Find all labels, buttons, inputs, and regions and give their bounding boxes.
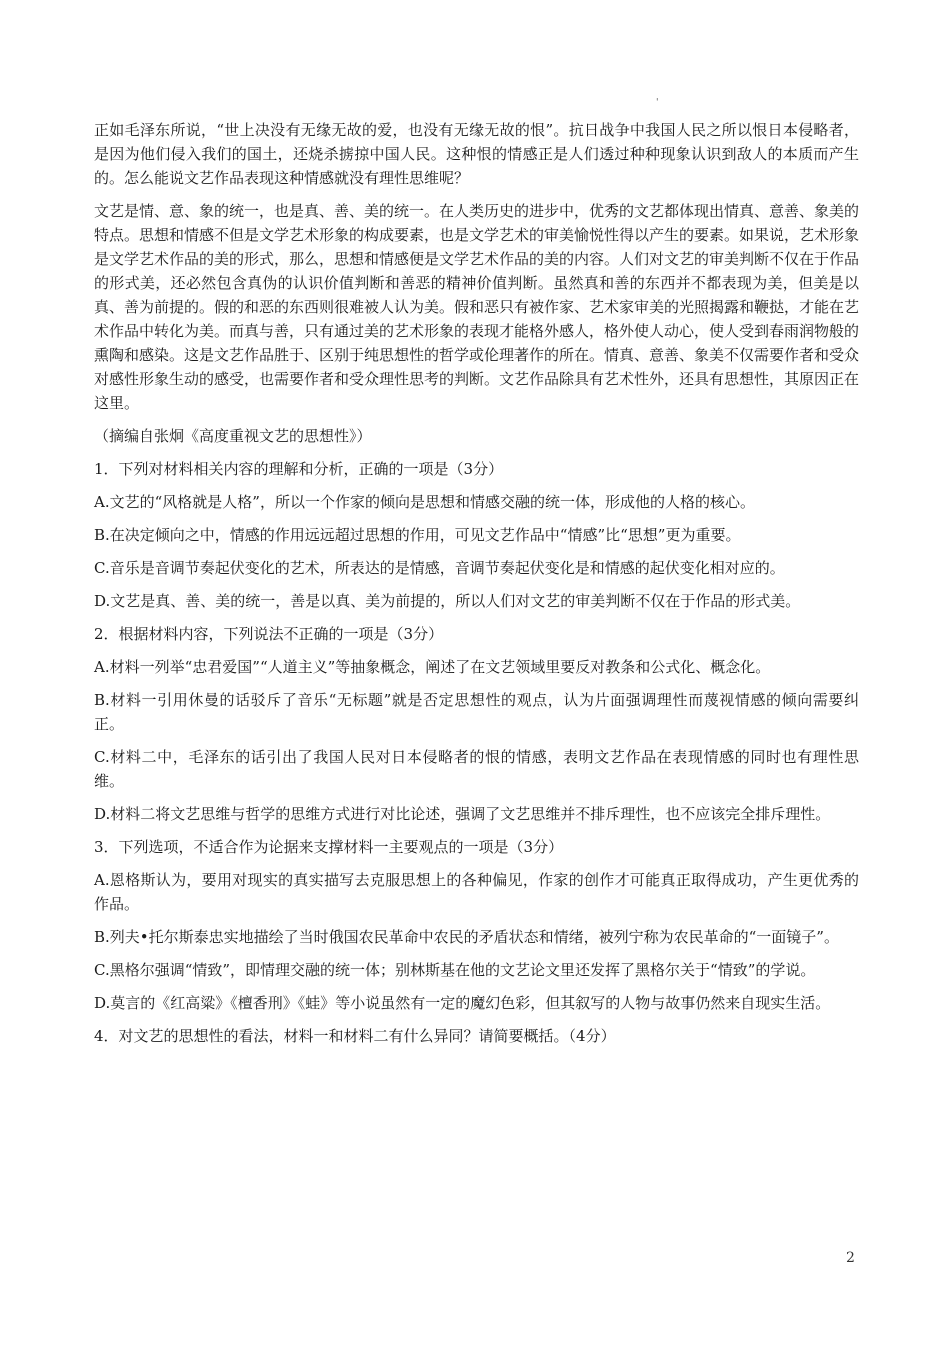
question-1-option-c: C.音乐是音调节奏起伏变化的艺术，所表达的是情感，音调节奏起伏变化是和情感的起伏变化相对应的。	[94, 559, 785, 577]
question-2-option-b: B.材料一引用休曼的话驳斥了音乐“无标题”就是否定思想性的观点，认为片面强调理性而蔑视情感的倾向需要纠正。	[94, 691, 859, 733]
question-3-option-a: A.恩格斯认为，要用对现实的真实描写去克服思想上的各种偏见，作家的创作才可能真正取得成功，产生更优秀的作品。	[94, 871, 859, 913]
question-stem-1: 1．下列对材料相关内容的理解和分析，正确的一项是（3分）	[94, 460, 504, 478]
question-2-option-c: C.材料二中，毛泽东的话引出了我国人民对日本侵略者的恨的情感，表明文艺作品在表现情感的同时也有理性思维。	[94, 748, 859, 790]
scan-mark: '	[656, 98, 659, 108]
question-3-option-d: D.莫言的《红高粱》《檀香刑》《蛙》等小说虽然有一定的魔幻色彩，但其叙写的人物与故事仍然来自现实生活。	[94, 994, 831, 1012]
source-citation: （摘编自张炯《高度重视文艺的思想性》）	[94, 427, 372, 445]
question-1-option-b: B.在决定倾向之中，情感的作用远远超过思想的作用，可见文艺作品中“情感”比“思想”更为重要。	[94, 526, 741, 544]
question-2-option-a: A.材料一列举“忠君爱国”“人道主义”等抽象概念，阐述了在文艺领域里要反对教条和公式化、概念化。	[94, 658, 771, 676]
question-2-option-d: D.材料二将文艺思维与哲学的思维方式进行对比论述，强调了文艺思维并不排斥理性，也不应该完全排斥理性。	[94, 805, 831, 823]
page-number: 2	[846, 1250, 855, 1266]
paragraph: 文艺是情、意、象的统一，也是真、善、美的统一。在人类历史的进步中，优秀的文艺都体现出情真、意善、象美的特点。思想和情感不但是文学艺术形象的构成要素，也是文学艺术的审美愉悦性得以产生的要素。如果说，艺术形象是文学艺术作品的美的形式，那么，思想和情感便是文学艺术作品的美的内容。人们对文艺的审美判断不仅在于作品的形式美，还必然包含真伪的认识价值判断和善恶的精神价值判断。虽然真和善的东西并不都表现为美，但美是以真、善为前提的。假的和恶的东西则很难被人认为美。假和恶只有被作家、艺术家审美的光照揭露和鞭挞，才能在艺术作品中转化为美。而真与善，只有通过美的艺术形象的表现才能格外感人，格外使人动心，使人受到春雨润物般的熏陶和感染。这是文艺作品胜于、区别于纯思想性的哲学或伦理著作的所在。情真、意善、象美不仅需要作者和受众对感性形象生动的感受，也需要作者和受众理性思考的判断。文艺作品除具有艺术性外，还具有思想性，其原因正在这里。	[94, 202, 860, 412]
question-1-option-d: D.文艺是真、善、美的统一，善是以真、美为前提的，所以人们对文艺的审美判断不仅在于作品的形式美。	[94, 592, 801, 610]
paragraph: 正如毛泽东所说，“世上决没有无缘无故的爱，也没有无缘无故的恨”。抗日战争中我国人民之所以恨日本侵略者，是因为他们侵入我们的国土，还烧杀掳掠中国人民。这种恨的情感正是人们透过种种现象认识到敌人的本质而产生的。怎么能说文艺作品表现这种情感就没有理性思维呢？	[94, 121, 859, 187]
question-stem-4: 4．对文艺的思想性的看法，材料一和材料二有什么异同？请简要概括。（4分）	[94, 1027, 616, 1045]
question-stem-2: 2．根据材料内容，下列说法不正确的一项是（3分）	[94, 625, 444, 643]
question-stem-3: 3．下列选项，不适合作为论据来支撑材料一主要观点的一项是（3分）	[94, 838, 564, 856]
question-3-option-c: C.黑格尔强调“情致”，即情理交融的统一体；别林斯基在他的文艺论文里还发挥了黑格尔关于“情致”的学说。	[94, 961, 816, 979]
question-1-option-a: A.文艺的“风格就是人格”，所以一个作家的倾向是思想和情感交融的统一体，形成他的人格的核心。	[94, 493, 755, 511]
question-3-option-b: B.列夫•托尔斯泰忠实地描绘了当时俄国农民革命中农民的矛盾状态和情绪，被列宁称为农民革命的“一面镜子”。	[94, 928, 839, 946]
document-body	[94, 118, 859, 1057]
